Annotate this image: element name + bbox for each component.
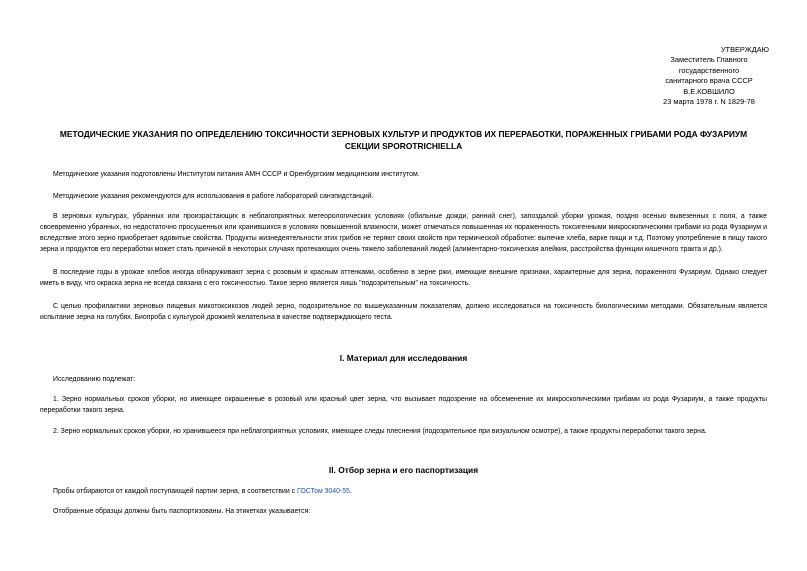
paragraph [40, 506, 767, 517]
paragraph [40, 374, 767, 385]
list-item-text: 2. Зерно нормальных сроков уборки, но хранившееся при неблагоприятных условиях, имеющее следы плеснения (подозрительное при визуальном осмотре), а также продукты переработки такого зерна. [53, 428, 707, 435]
approval-line: государственного [678, 65, 740, 75]
paragraph [40, 211, 767, 255]
section-heading: I. Материал для исследования [339, 353, 468, 363]
paragraph-text: С целью профилактики зерновых пищевых микотоксикозов людей зерно, подозрительное по вышеуказанным показателям, должно исследоваться на токсичность биологическими методами. Обязательным является испытание зерна на голубях. Биопроба с культурой дрожжей желательна в качестве подтверждающего теста. [40, 303, 767, 321]
paragraph-text: Отобранные образцы должны быть паспортизованы. На этикетках указывается: [53, 508, 311, 515]
gost-link[interactable]: ГОСТом 3040-55 [297, 488, 350, 495]
document-title [36, 128, 771, 152]
paragraph [40, 267, 767, 289]
paragraph-text: . [349, 488, 352, 495]
title-line: МЕТОДИЧЕСКИЕ УКАЗАНИЯ ПО ОПРЕДЕЛЕНИЮ ТОКСИЧНОСТИ ЗЕРНОВЫХ КУЛЬТУР И ПРОДУКТОВ ИХ ПЕРЕРАБОТКИ, ПОРАЖЕННЫХ ГРИБАМИ РОДА ФУЗАРИУМ [59, 129, 748, 139]
paragraph [40, 191, 767, 202]
title-line: СЕКЦИИ SPOROTRICHIELLA [344, 141, 463, 151]
paragraph-text: Методические указания подготовлены Институтом питания АМН СССР и Оренбургским медицинским институтом. [53, 171, 420, 178]
paragraph-text: Пробы отбираются от каждой поступающей партии зерна, в соответствии с [53, 488, 297, 495]
approval-line: В.Е.КОВШИЛО [683, 86, 735, 96]
paragraph-text: Исследованию подлежат: [53, 376, 136, 383]
list-item [40, 426, 767, 437]
paragraph [40, 301, 767, 323]
paragraph-text: В зерновых культурах, убранных или произрастающих в неблагоприятных метеорологических условиях (обильные дожди, ранний снег), запоздалой уборки урожая, поздно осенью вывезенных с поля, а также своевременно убранных, но недостаточно просушенных или хранившихся в условиях повышенной влажности, может отмечаться повышенная их пораженность токсигенными микроскопическими грибами из рода Фузариум и вследствие этого зерно приобретает ядовитые свойства. Продукты жизнедеятельности этих грибов не теряют своих свойств при термической обработке: выпечке хлеба, варке пищи и т.д. Поэтому употребление в пищу такого зерна и продуктов его переработки может стать причиной в некоторых случаях протекающих очень тяжело заболеваний людей (алиментарно-токсическая алейкия, расстройства функции кишечного тракта и др.). [40, 213, 767, 253]
paragraph [40, 169, 767, 180]
section-heading: II. Отбор зерна и его паспортизация [328, 465, 479, 475]
list-item-text: 1. Зерно нормальных сроков уборки, но имеющее окрашенные в розовый или красный цвет зерна, что вызывает подозрение на обсеменение их микроскопическими грибами из рода Фузариум, а также продукты переработки такого зерна. [40, 396, 767, 414]
approval-line: УТВЕРЖДАЮ [720, 45, 769, 54]
paragraph-text: В последние годы в урожае хлебов иногда обнаруживают зерна с розовым и красным оттенками, особенно в зерне ржи, имеющие внешние признаки, характерные для зерна, пораженного Фузариум. Однако следует иметь в виду, что окраска зерна не всегда связана с его токсичностью. Такое зерно является лишь "подозрительным" на токсичность. [40, 269, 767, 287]
approval-line: Заместитель Главного [670, 55, 748, 65]
list-item [40, 394, 767, 416]
approval-line: 23 марта 1978 г. N 1829-78 [663, 97, 755, 107]
approval-line: санитарного врача СССР [665, 76, 753, 86]
approval-block [649, 45, 769, 107]
paragraph [40, 486, 767, 497]
paragraph-text: Методические указания рекомендуются для использования в работе лабораторий санэпидстанций. [53, 193, 374, 200]
